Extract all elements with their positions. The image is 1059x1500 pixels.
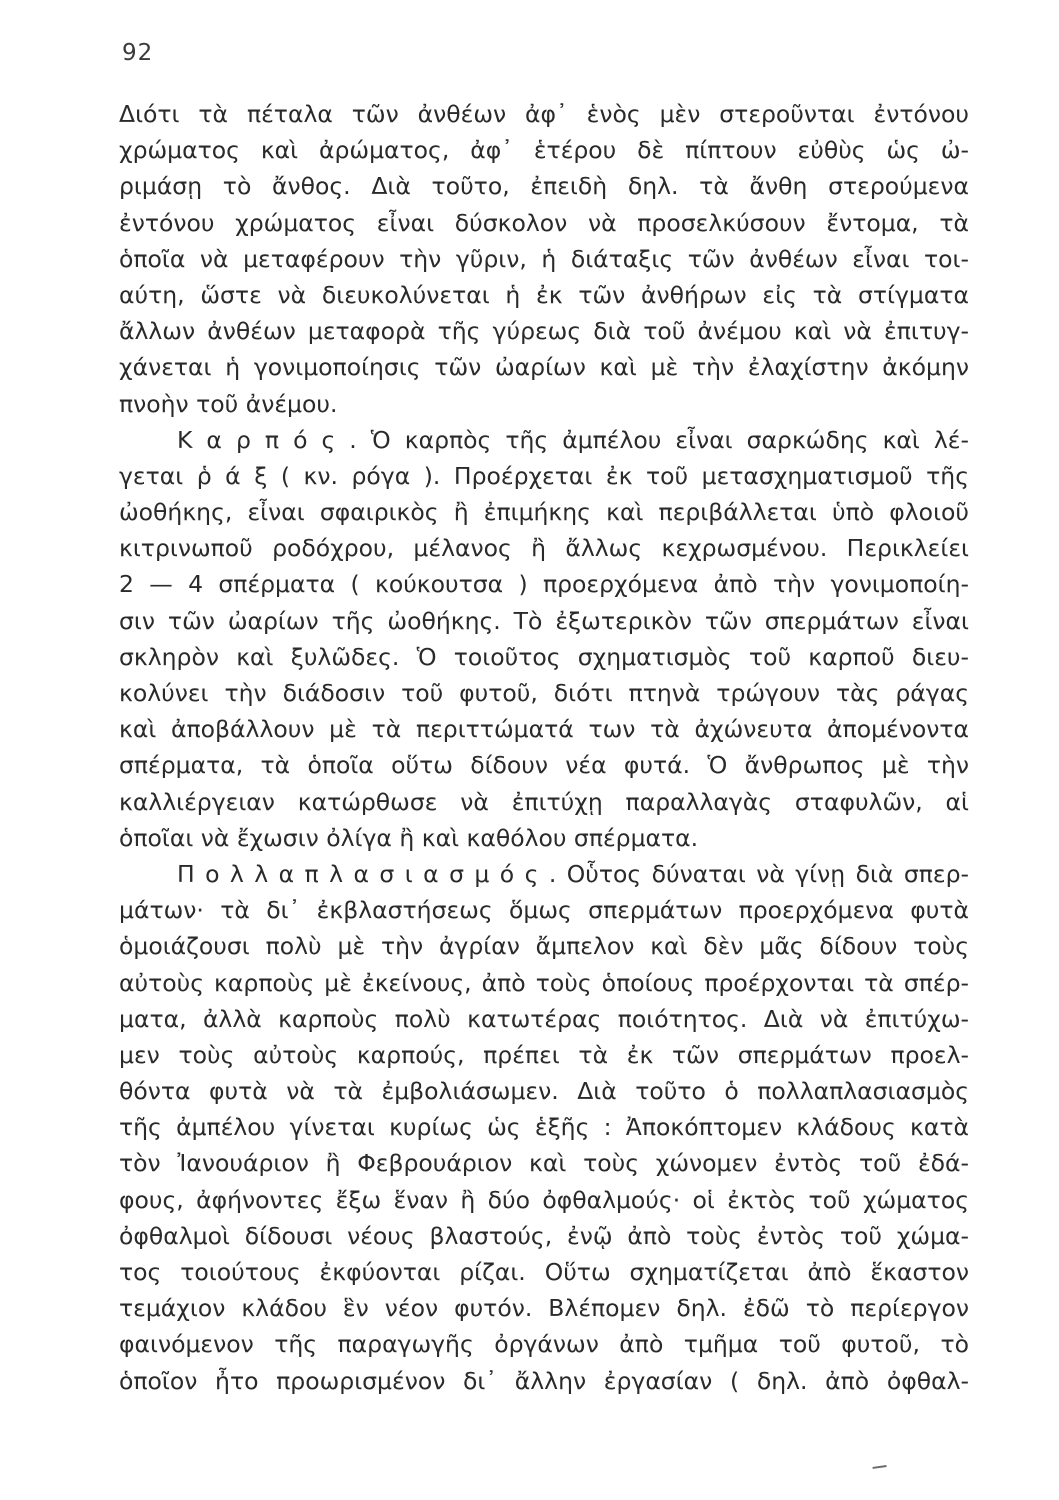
text-line: φαινόμενον τῆς παραγωγῆς ὀργάνων ἀπὸ τμῆμα τοῦ φυτοῦ, τὸ xyxy=(119,1330,969,1359)
text-line: αύτη, ὥστε νὰ διευκολύνεται ἡ ἐκ τῶν ἀνθήρων εἰς τὰ στίγματα xyxy=(119,280,969,309)
text-line: ὁποῖα νὰ μεταφέρουν τὴν γῦριν, ἡ διάταξις τῶν ἀνθέων εἶναι τοι- xyxy=(119,244,969,273)
text-line: τῆς ἀμπέλου γίνεται κυρίως ὡς ἑξῆς : Ἀποκόπτομεν κλάδους κατὰ xyxy=(119,1113,969,1142)
page-number: 92 xyxy=(122,40,154,66)
text-line: γεται ῥ ά ξ ( κν. ρόγα ). Προέρχεται ἐκ τοῦ μετασχηματισμοῦ τῆς xyxy=(119,461,969,490)
text-line: θόντα φυτὰ νὰ τὰ ἐμβολιάσωμεν. Διὰ τοῦτο ὁ πολλαπλασιασμὸς xyxy=(119,1077,969,1106)
text-line: καὶ ἀποβάλλουν μὲ τὰ περιττώματά των τὰ ἀχώνευτα ἀπομένοντα xyxy=(119,715,969,744)
text-line: τος τοιούτους ἐκφύονται ρίζαι. Οὕτω σχηματίζεται ἀπὸ ἕκαστον xyxy=(119,1258,969,1286)
text-line: αὐτοὺς καρποὺς μὲ ἐκείνους, ἀπὸ τοὺς ὁποίους προέρχονται τὰ σπέρ- xyxy=(119,968,969,997)
text-line: πνοὴν τοῦ ἀνέμου. xyxy=(119,389,338,418)
text-line: 2 — 4 σπέρματα ( κούκουτσα ) προερχόμενα ἀπὸ τὴν γονιμοποίη- xyxy=(119,570,969,599)
text-line: ὁποῖον ἦτο προωρισμένον δι᾽ ἄλλην ἐργασίαν ( δηλ. ἀπὸ ὀφθαλ- xyxy=(119,1366,969,1395)
text-line: χάνεται ἡ γονιμοποίησις τῶν ὠαρίων καὶ μὲ τὴν ἐλαχίστην ἀκόμην xyxy=(119,353,969,382)
text-line: μεν τοὺς αὐτοὺς καρπούς, πρέπει τὰ ἐκ τῶν σπερμάτων προελ- xyxy=(119,1040,969,1069)
text-line: σιν τῶν ὠαρίων τῆς ὠοθήκης. Τὸ ἐξωτερικὸν τῶν σπερμάτων εἶναι xyxy=(119,606,969,635)
body-text xyxy=(119,96,969,1399)
text-line: ριμάσῃ τὸ ἄνθος. Διὰ τοῦτο, ἐπειδὴ δηλ. τὰ ἄνθη στερούμενα xyxy=(119,172,969,201)
text-line: τὸν Ἰανουάριον ἢ Φεβρουάριον καὶ τοὺς χώνομεν ἐντὸς τοῦ ἐδά- xyxy=(119,1149,969,1178)
ink-smudge-mark xyxy=(871,1457,886,1469)
text-line: Διότι τὰ πέταλα τῶν ἀνθέων ἀφ᾽ ἑνὸς μὲν στεροῦνται ἐντόνου xyxy=(119,100,969,128)
text-line: τεμάχιον κλάδου ἓν νέον φυτόν. Βλέπομεν δηλ. ἐδῶ τὸ περίεργον xyxy=(119,1294,969,1323)
text-line: χρώματος καὶ ἀρώματος, ἀφ᾽ ἑτέρου δὲ πίπτουν εὐθὺς ὡς ὠ- xyxy=(119,136,969,165)
text-line: ὠοθήκης, εἶναι σφαιρικὸς ἢ ἐπιμήκης καὶ περιβάλλεται ὑπὸ φλοιοῦ xyxy=(119,498,969,527)
text-line: ὁποῖαι νὰ ἔχωσιν ὀλίγα ἢ καὶ καθόλου σπέρματα. xyxy=(119,823,699,852)
text-line: σπέρματα, τὰ ὁποῖα οὕτω δίδουν νέα φυτά. Ὁ ἄνθρωπος μὲ τὴν xyxy=(119,751,969,780)
text-line: ἄλλων ἀνθέων μεταφορὰ τῆς γύρεως διὰ τοῦ ἀνέμου καὶ νὰ ἐπιτυγ- xyxy=(119,317,969,346)
text-line: ὀφθαλμοὶ δίδουσι νέους βλαστούς, ἐνῷ ἀπὸ τοὺς ἐντὸς τοῦ χώμα- xyxy=(119,1221,969,1250)
text-line: σκληρὸν καὶ ξυλῶδες. Ὁ τοιοῦτος σχηματισμὸς τοῦ καρποῦ διευ- xyxy=(119,642,969,671)
text-line: καλλιέργειαν κατώρθωσε νὰ ἐπιτύχῃ παραλλαγὰς σταφυλῶν, αἱ xyxy=(119,787,969,816)
section-heading-line-pollaplasiasmos: Π ο λ λ α π λ α σ ι α σ μ ό ς . Οὗτος δύναται νὰ γίνῃ διὰ σπερ- xyxy=(177,859,969,888)
text-line: κιτρινωποῦ ροδόχρου, μέλανος ἢ ἄλλως κεχρωσμένου. Περικλείει xyxy=(119,534,969,563)
text-line: κολύνει τὴν διάδοσιν τοῦ φυτοῦ, διότι πτηνὰ τρώγουν τὰς ράγας xyxy=(119,679,969,707)
text-line: μάτων· τὰ δι᾽ ἐκβλαστήσεως ὅμως σπερμάτων προερχόμενα φυτὰ xyxy=(119,896,969,925)
section-heading-line-karpos: Κ α ρ π ό ς . Ὁ καρπὸς τῆς ἀμπέλου εἶναι σαρκώδης καὶ λέ- xyxy=(177,425,969,454)
text-line: ὁμοιάζουσι πολὺ μὲ τὴν ἀγρίαν ἄμπελον καὶ δὲν μᾶς δίδουν τοὺς xyxy=(119,932,969,961)
text-line: φους, ἀφήνοντες ἔξω ἕναν ἢ δύο ὀφθαλμούς· οἱ ἐκτὸς τοῦ χώματος xyxy=(119,1185,969,1214)
text-line: ἐντόνου χρώματος εἶναι δύσκολον νὰ προσελκύσουν ἔντομα, τὰ xyxy=(119,208,969,237)
text-line: ματα, ἀλλὰ καρποὺς πολὺ κατωτέρας ποιότητος. Διὰ νὰ ἐπιτύχω- xyxy=(119,1004,969,1033)
